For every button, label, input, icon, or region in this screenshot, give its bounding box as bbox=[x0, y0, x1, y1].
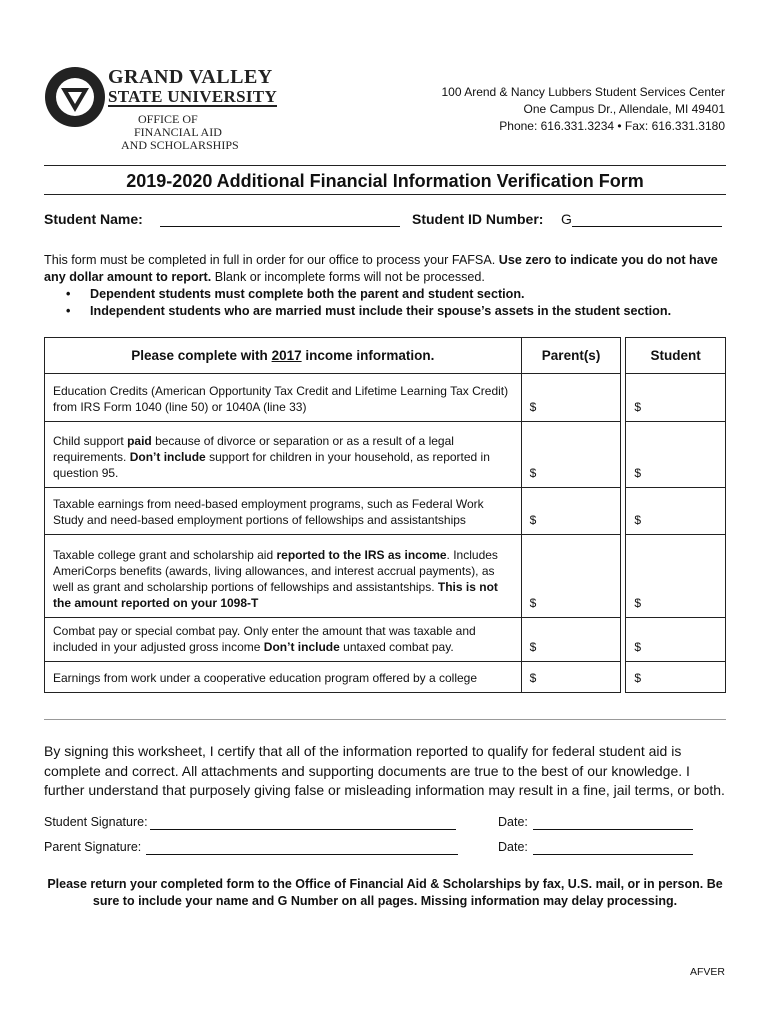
student-amount-field[interactable]: $ bbox=[626, 662, 726, 693]
row-combat-pay bbox=[45, 618, 522, 662]
office-name-line2: FINANCIAL AID bbox=[134, 125, 222, 139]
table-row bbox=[45, 374, 726, 422]
student-name-field[interactable] bbox=[160, 226, 400, 227]
parent-amount-field[interactable]: $ bbox=[521, 535, 621, 618]
student-name-label: Student Name: bbox=[44, 211, 143, 227]
text-segment: Child support bbox=[53, 434, 124, 448]
header-year: 2017 bbox=[271, 348, 302, 363]
parent-amount-field[interactable]: $ bbox=[521, 374, 621, 422]
text-segment: paid bbox=[127, 434, 152, 448]
bullet-text: Dependent students must complete both the parent and student section. bbox=[90, 287, 525, 301]
parent-date-field[interactable] bbox=[533, 854, 693, 855]
parent-amount-field[interactable]: $ bbox=[521, 618, 621, 662]
bullet-dot-icon: • bbox=[66, 287, 71, 301]
certification-statement: By signing this worksheet, I certify that all of the information reported to qualify for federal student aid is complete and correct. All attachments and supporting documents are true to the best of our knowledge. I further understand that purposely giving false or misleading information may result in a fine, jail terms, or both. bbox=[44, 743, 725, 798]
student-id-prefix: G bbox=[561, 211, 572, 227]
form-title: 2019-2020 Additional Financial Information Verification Form bbox=[126, 171, 644, 191]
parent-signature-field[interactable] bbox=[146, 854, 458, 855]
student-date-field[interactable] bbox=[533, 829, 693, 830]
student-amount-field[interactable]: $ bbox=[626, 374, 726, 422]
student-signature-label: Student Signature: bbox=[44, 815, 148, 829]
parent-signature-label: Parent Signature: bbox=[44, 840, 142, 854]
address-line1: 100 Arend & Nancy Lubbers Student Services Center bbox=[441, 85, 725, 99]
student-amount-field[interactable]: $ bbox=[626, 618, 726, 662]
title-bottom-rule bbox=[44, 194, 726, 195]
income-table bbox=[44, 337, 726, 693]
parent-amount-field[interactable]: $ bbox=[521, 488, 621, 535]
instructions-part2: Use zero to indicate you do not have any dollar amount to report. bbox=[44, 253, 718, 284]
instructions bbox=[44, 252, 728, 286]
parent-date-label: Date: bbox=[498, 840, 528, 854]
student-id-label: Student ID Number: bbox=[412, 211, 544, 227]
table-row bbox=[45, 422, 726, 488]
student-id-field[interactable] bbox=[572, 226, 722, 227]
text-segment: Don’t include bbox=[129, 450, 206, 464]
text-segment: This is not the amount reported on your 1098-T bbox=[53, 580, 498, 610]
table-header-description bbox=[45, 338, 522, 374]
text-segment: Combat pay or special combat pay. Only enter the amount that was taxable and included in your adjusted gross income bbox=[53, 624, 476, 654]
table-row bbox=[45, 535, 726, 618]
bullet-text: Independent students who are married must include their spouse’s assets in the student section. bbox=[90, 304, 672, 318]
bullet-dot-icon: • bbox=[66, 304, 71, 318]
student-signature-field[interactable] bbox=[150, 829, 456, 830]
text-segment: because of divorce or separation or as a result of a legal requirements. bbox=[53, 434, 454, 464]
contact-line: Phone: 616.331.3234 • Fax: 616.331.3180 bbox=[499, 119, 725, 133]
table-header-row bbox=[45, 338, 726, 374]
header-suffix: income information. bbox=[305, 348, 435, 363]
logo-wordmark-line1: GRAND VALLEY bbox=[108, 66, 273, 88]
address-line2: One Campus Dr., Allendale, MI 49401 bbox=[523, 102, 725, 116]
header-prefix: Please complete with bbox=[131, 348, 268, 363]
text-segment: untaxed combat pay. bbox=[343, 640, 454, 654]
row-taxable-grant-aid bbox=[45, 535, 522, 618]
student-amount-field[interactable]: $ bbox=[626, 422, 726, 488]
table-row bbox=[45, 618, 726, 662]
office-name-line3: AND SCHOLARSHIPS bbox=[121, 138, 239, 152]
row-education-credits: Education Credits (American Opportunity Tax Credit and Lifetime Learning Tax Credit) from IRS Form 1040 (line 50) or 1040A (line 33) bbox=[45, 374, 522, 422]
form-code: AFVER bbox=[689, 966, 725, 978]
student-amount-field[interactable]: $ bbox=[626, 535, 726, 618]
instructions-part3: Blank or incomplete forms will not be processed. bbox=[214, 270, 485, 284]
instructions-part1: This form must be completed in full in order for our office to process your FAFSA. bbox=[44, 253, 496, 267]
text-segment: reported to the IRS as income bbox=[276, 548, 447, 562]
column-header-student: Student bbox=[626, 338, 726, 374]
text-segment: . Includes AmeriCorps benefits (awards, living allowances, and interest accrual payments), as well as grant and scholarship portions of fellowships and assistantships. bbox=[53, 548, 498, 594]
row-need-based-employment: Taxable earnings from need-based employment programs, such as Federal Work Study and need-based employment portions of fellowships and assistantships bbox=[45, 488, 522, 535]
parent-amount-field[interactable]: $ bbox=[521, 662, 621, 693]
text-segment: Don’t include bbox=[263, 640, 340, 654]
title-top-rule bbox=[44, 165, 726, 166]
return-instructions: Please return your completed form to the Office of Financial Aid & Scholarships by fax, U.S. mail, or in person. Be sure to include your name and G Number on all pages. Missing information may delay processing. bbox=[47, 877, 723, 908]
section-divider bbox=[44, 719, 726, 720]
table-row bbox=[45, 488, 726, 535]
gvsu-logo-icon bbox=[44, 66, 106, 128]
parent-amount-field[interactable]: $ bbox=[521, 422, 621, 488]
student-date-label: Date: bbox=[498, 815, 528, 829]
text-segment: Taxable college grant and scholarship aid bbox=[53, 548, 274, 562]
logo-wordmark-line2: STATE UNIVERSITY bbox=[108, 87, 278, 106]
student-amount-field[interactable]: $ bbox=[626, 488, 726, 535]
row-cooperative-education: Earnings from work under a cooperative education program offered by a college bbox=[45, 662, 522, 693]
column-header-parent: Parent(s) bbox=[521, 338, 621, 374]
row-child-support bbox=[45, 422, 522, 488]
text-segment: support for children in your household, as reported in question 95. bbox=[53, 450, 490, 480]
table-row bbox=[45, 662, 726, 693]
office-name-line1: OFFICE OF bbox=[138, 112, 198, 126]
